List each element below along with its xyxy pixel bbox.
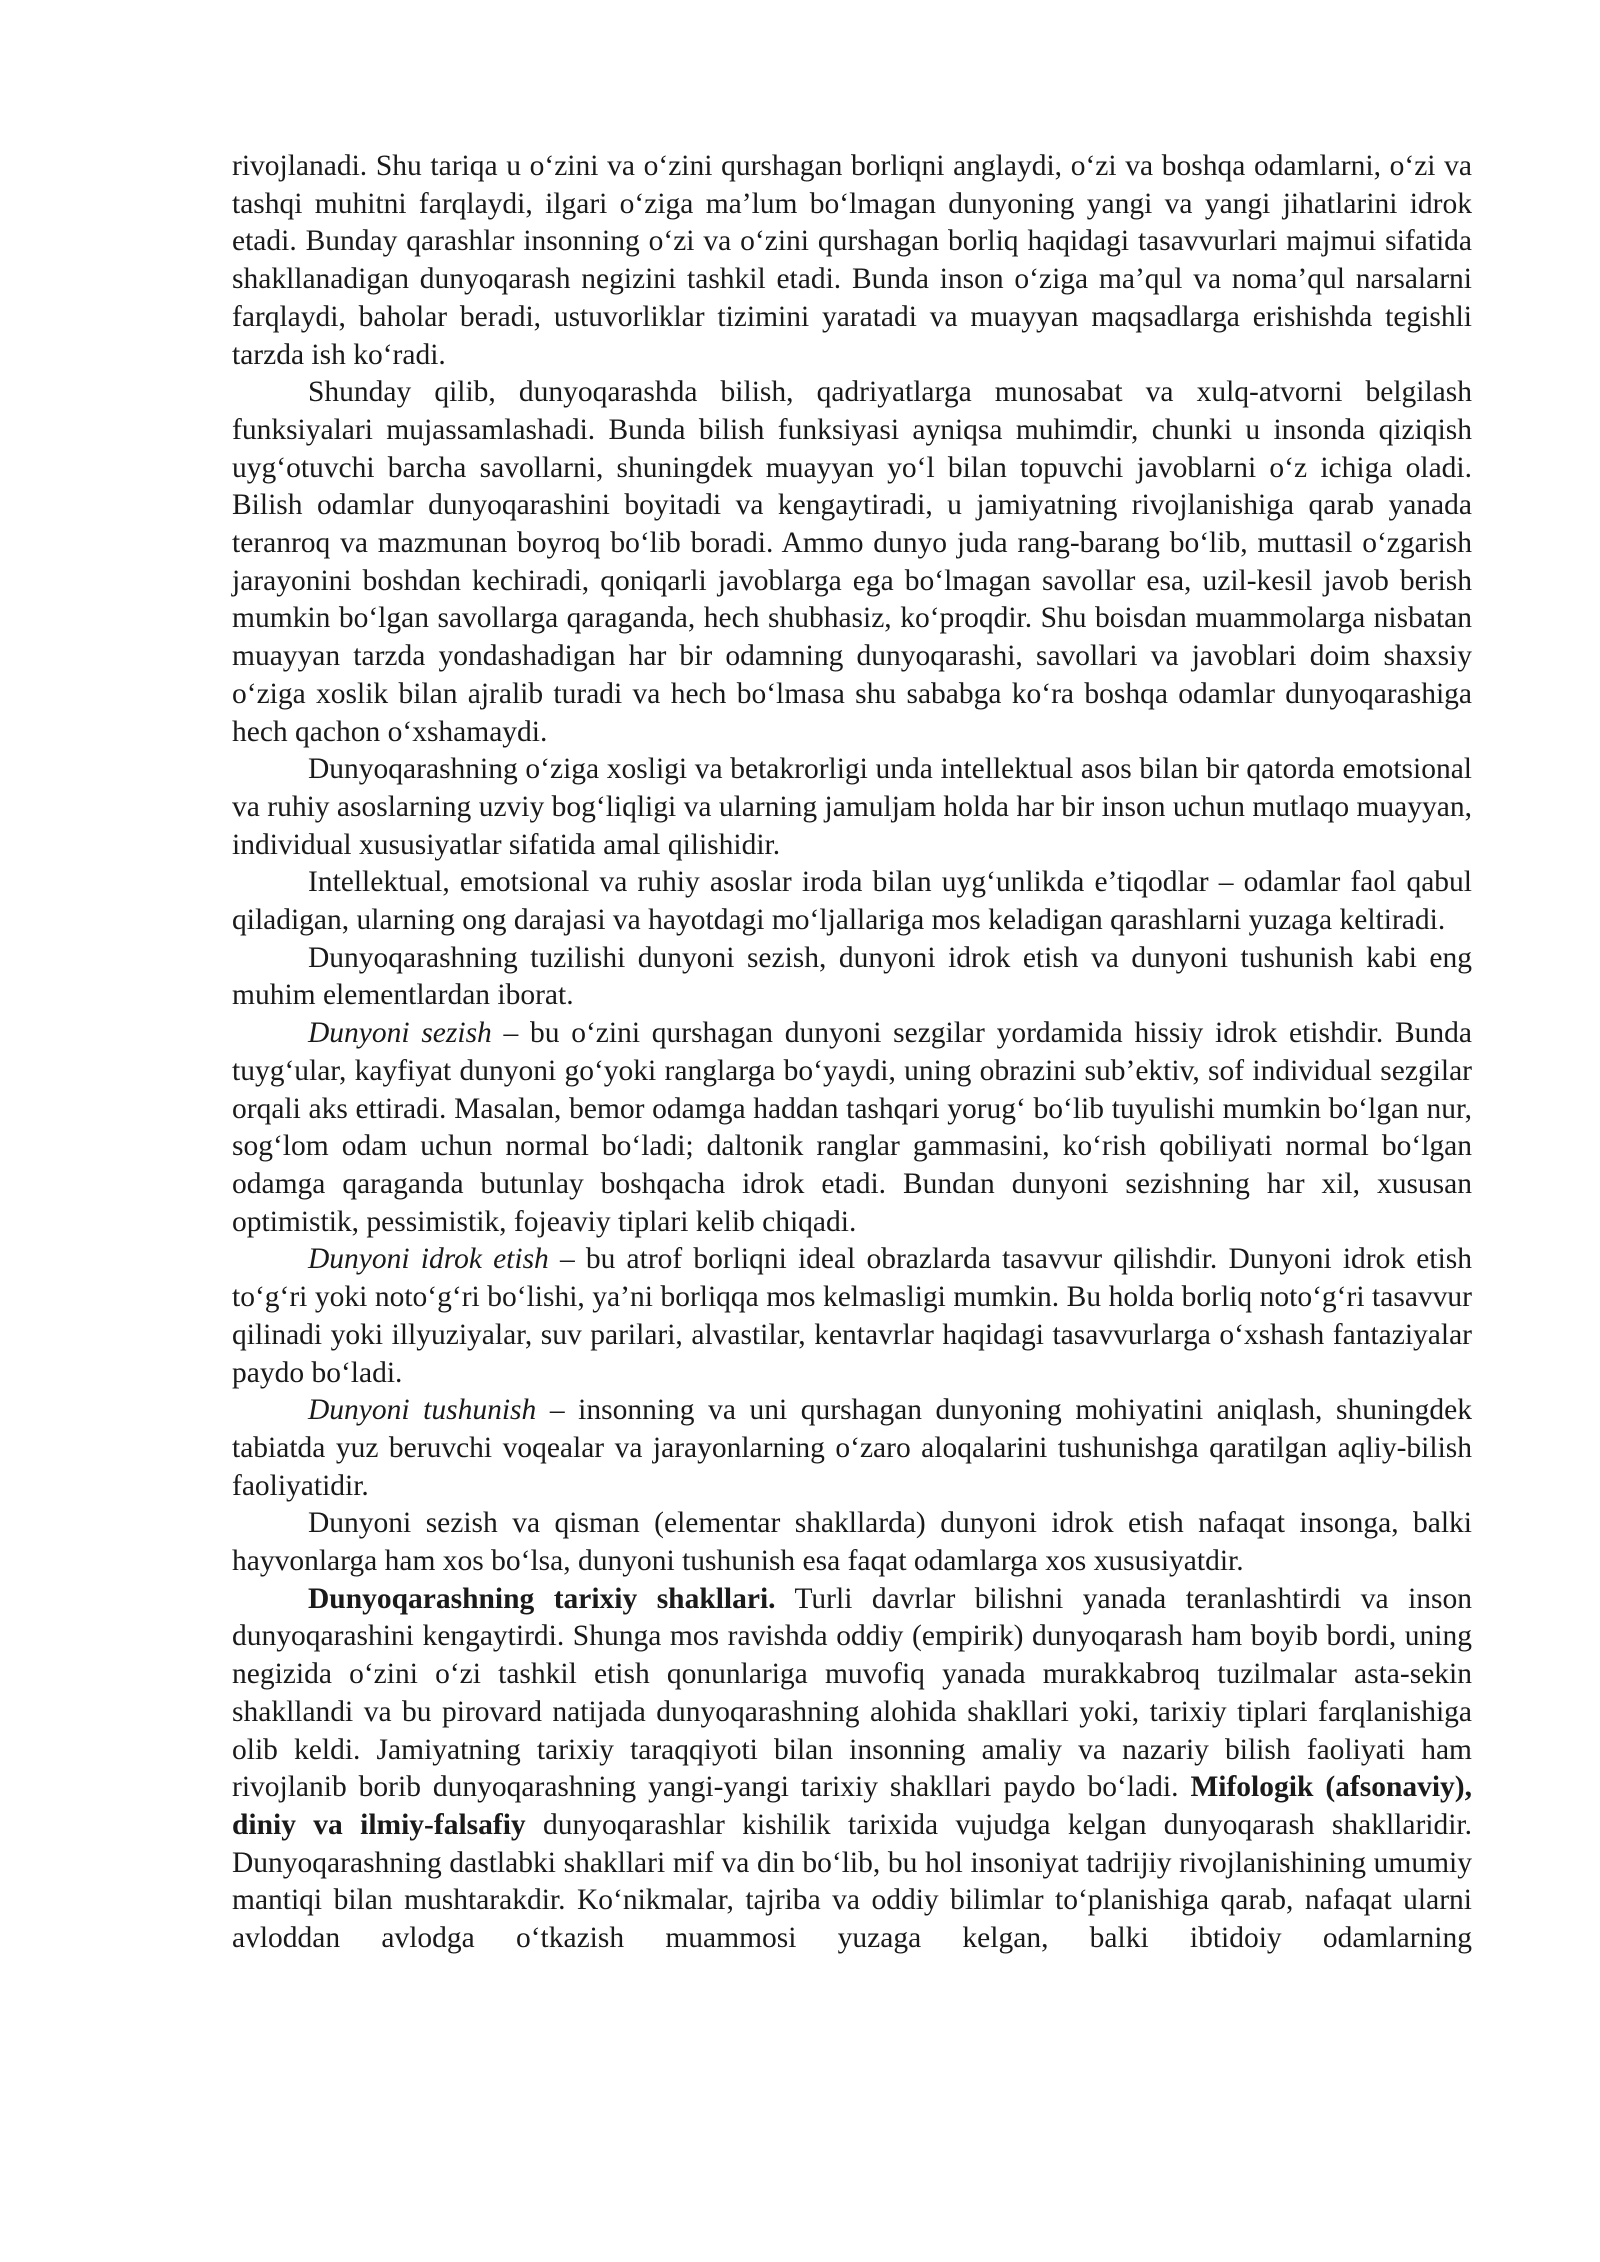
paragraph xyxy=(232,148,1472,374)
paragraph xyxy=(232,1505,1472,1580)
paragraph-text: dunyoqarashlar kishilik tarixida vujudga kelgan dunyoqarash shakllaridir. Dunyoqarashning dastlabki shakllari mif va din bo‘lib, bu hol insoniyat tadrijiy rivojlanishining umumiy mantiqi bilan mushtarakdir. Ko‘nikmalar, tajriba va oddiy bilimlar to‘planishiga qarab, nafaqat ularni avloddan avlodga o‘tkazish muammosi yuzaga kelgan, balki ibtidoiy odamlarning xyxy=(232,1808,1472,1955)
paragraph-text: rivojlanadi. Shu tariqa u o‘zini va o‘zini qurshagan borliqni anglaydi, o‘zi va boshqa odamlarni, o‘zi va tashqi muhitni farqlaydi, ilgari o‘ziga ma’lum bo‘lmagan dunyoning yangi va yangi jihatlarini idrok etadi. Bunday qarashlar insonning o‘zi va o‘zini qurshagan borliq haqidagi tasavvurlari majmui sifatida shakllanadigan dunyoqarash negizini tashkil etadi. Bunda inson o‘ziga ma’qul va noma’qul narsalarni farqlaydi, baholar beradi, ustuvorliklar tizimini yaratadi va muayyan maqsadlarga erishishda tegishli tarzda ish ko‘radi. xyxy=(232,150,1472,371)
paragraph xyxy=(232,1015,1472,1241)
paragraph xyxy=(232,864,1472,939)
paragraph-text: Dunyoqarashning tuzilishi dunyoni sezish, dunyoni idrok etish va dunyoni tushunish kabi eng muhim elementlardan iborat. xyxy=(232,941,1472,1012)
paragraph-text: – bu atrof borliqni ideal obrazlarda tasavvur qilishdir. Dunyoni idrok etish to‘g‘ri yoki noto‘g‘ri bo‘lishi, ya’ni borliqqa mos kelmasligi mumkin. Bu holda borliq noto‘g‘ri tasavvur qilinadi yoki illyuziyalar, suv parilari, alvastilar, kentavrlar haqidagi tasavvurlarga o‘xshash fantaziyalar paydo bo‘ladi. xyxy=(232,1243,1473,1389)
bold-term: Dunyoqarashning tarixiy shakllari. xyxy=(308,1582,776,1615)
italic-term: Dunyoni sezish xyxy=(308,1017,492,1050)
italic-term: Dunyoni idrok etish xyxy=(308,1243,549,1276)
paragraph xyxy=(232,374,1472,751)
paragraph xyxy=(232,1241,1472,1392)
bold-term: Mifologik (afsonaviy), diniy va ilmiy-falsafiy xyxy=(232,1771,1472,1841)
paragraph-text: – insonning va uni qurshagan dunyoning mohiyatini aniqlash, shuningdek tabiatda yuz beruvchi voqealar va jarayonlarning o‘zaro aloqalarini tushunishga qaratilgan aqliy-bilish faoliyatidir. xyxy=(232,1394,1472,1502)
paragraph xyxy=(232,1581,1472,1958)
italic-term: Dunyoni tushunish xyxy=(308,1394,537,1427)
paragraph xyxy=(232,940,1472,1015)
document-page xyxy=(232,148,1472,1958)
paragraph xyxy=(232,751,1472,864)
paragraph-text: Dunyoni sezish va qisman (elementar shakllarda) dunyoni idrok etish nafaqat insonga, balki hayvonlarga ham xos bo‘lsa, dunyoni tushunish esa faqat odamlarga xos xususiyatdir. xyxy=(232,1507,1472,1578)
paragraph-text: Turli davrlar bilishni yanada teranlashtirdi va inson dunyoqarashini kengaytirdi. Shunga mos ravishda oddiy (empirik) dunyoqarash ham boyib bordi, uning negizida o‘zini o‘zi tashkil etish qonunlariga muvofiq yanada murakkabroq tuzilmalar asta-sekin shakllandi va bu pirovard natijada dunyoqarashning alohida shakllari yoki, tarixiy tiplari farqlanishiga olib keldi. Jamiyatning tarixiy taraqqiyoti bilan insonning amaliy va nazariy bilish faoliyati ham rivojlanib borib dunyoqarashning yangi-yangi tarixiy shakllari paydo bo‘ladi. xyxy=(232,1582,1472,1804)
paragraph-text: Dunyoqarashning o‘ziga xosligi va betakrorligi unda intellektual asos bilan bir qatorda emotsional va ruhiy asoslarning uzviy bog‘liqligi va ularning jamuljam holda har bir inson uchun mutlaqo muayyan, individual xususiyatlar sifatida amal qilishidir. xyxy=(232,753,1472,861)
paragraph-text: Shunday qilib, dunyoqarashda bilish, qadriyatlarga munosabat va xulq-atvorni belgilash funksiyalari mujassamlashadi. Bunda bilish funksiyasi ayniqsa muhimdir, chunki u insonda qiziqish uyg‘otuvchi barcha savollarni, shuningdek muayyan yo‘l bilan topuvchi javoblarni o‘z ichiga oladi. Bilish odamlar dunyoqarashini boyitadi va kengaytiradi, u jamiyatning rivojlanishiga qarab yanada teranroq va mazmunan boyroq bo‘lib boradi. Ammo dunyo juda rang-barang bo‘lib, muttasil o‘zgarish jarayonini boshdan kechiradi, qoniqarli javoblarga ega bo‘lmagan savollar esa, uzil-kesil javob berish mumkin bo‘lgan savollarga qaraganda, hech shubhasiz, ko‘proqdir. Shu boisdan muammolarga nisbatan muayyan tarzda yondashadigan har bir odamning dunyoqarashi, savollari va javoblari doim shaxsiy o‘ziga xoslik bilan ajralib turadi va hech bo‘lmasa shu sababga ko‘ra boshqa odamlar dunyoqarashiga hech qachon o‘xshamaydi. xyxy=(232,376,1472,748)
paragraph-text: Intellektual, emotsional va ruhiy asoslar iroda bilan uyg‘unlikda e’tiqodlar – odamlar faol qabul qiladigan, ularning ong darajasi va hayotdagi mo‘ljallariga mos keladigan qarashlarni yuzaga keltiradi. xyxy=(232,866,1472,937)
paragraph xyxy=(232,1392,1472,1505)
paragraph-text: – bu o‘zini qurshagan dunyoni sezgilar yordamida hissiy idrok etishdir. Bunda tuyg‘ular, kayfiyat dunyoni go‘yoki ranglarga bo‘yaydi, uning obrazini sub’ektiv, sof individual sezgilar orqali aks ettiradi. Masalan, bemor odamga haddan tashqari yorug‘ bo‘lib tuyulishi mumkin bo‘lgan nur, sog‘lom odam uchun normal bo‘ladi; daltonik ranglar gammasini, ko‘rish qobiliyati normal bo‘lgan odamga qaraganda butunlay boshqacha idrok etadi. Bundan dunyoni sezishning har xil, xususan optimistik, pessimistik, fojeaviy tiplari kelib chiqadi. xyxy=(232,1017,1472,1238)
